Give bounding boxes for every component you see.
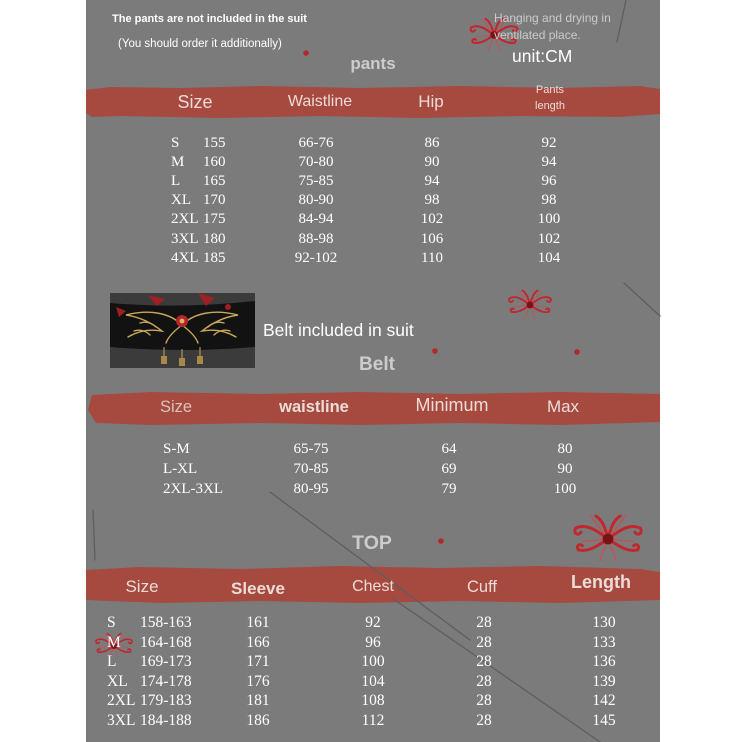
pants-hip-cell: 94 [424,173,440,190]
top-sleeve-cell: 181 [246,692,270,710]
top-chest-cell: 108 [361,692,385,710]
top-cuff-cell: 28 [476,633,492,651]
pants-size-cell: 4XL [171,249,199,266]
pants-table-row [0,171,742,191]
top-chest-cell: 112 [361,712,385,729]
pants-size-cell: M [171,154,185,171]
top-sleeve-cell: 161 [246,614,270,631]
pants-length-cell: 92 [541,135,557,151]
top-length-cell: 139 [592,672,616,690]
pants-size-cell: S [171,135,180,151]
belt-size-cell: 2XL-3XL [163,481,223,497]
top-cuff-cell: 28 [476,614,492,631]
pants-waistline-cell: 84-94 [298,211,334,228]
pants-section-title: pants [350,54,396,73]
top-cuff-cell: 28 [476,653,492,671]
belt-minimum-cell: 79 [441,481,457,497]
belt-image [110,293,255,368]
belt-waistline-cell: 80-95 [293,481,329,497]
top-size-cell: M [107,633,121,651]
top-header-cuff: Cuff [467,578,497,596]
belt-header-minimum: Minimum [415,395,489,415]
top-table-row [0,691,742,711]
top-cuff-cell: 28 [476,712,492,729]
pants-height-cell: 165 [203,173,226,190]
pants-hip-cell: 110 [421,249,443,266]
top-sleeve-cell: 166 [246,633,270,651]
belt-size-cell: S-M [163,441,190,457]
pants-height-cell: 155 [203,135,226,151]
top-cuff-cell: 28 [476,692,492,710]
order-additionally-note: (You should order it additionally) [118,38,282,50]
pants-size-cell: L [171,173,181,190]
top-table-row [0,652,742,672]
pants-table-row [0,190,742,210]
pants-table-row [0,209,742,229]
pants-hip-cell: 98 [424,192,440,209]
pants-header-hip: Hip [418,92,444,111]
belt-header-max: Max [546,397,580,416]
spider-lily-decoration [575,516,641,561]
pants-not-included-note: The pants are not included in the suit [112,13,307,25]
pants-length-cell: 102 [537,230,561,247]
top-section-title: TOP [352,532,392,554]
pants-waistline-cell: 88-98 [298,230,334,247]
pants-header-band [86,86,660,118]
top-table-row [0,613,742,633]
pants-header-length-line2: length [535,100,565,112]
pants-waistline-cell: 66-76 [298,135,334,151]
pants-header-size: Size [177,92,213,112]
belt-header-waistline: waistline [279,398,349,416]
top-table-row [0,633,742,653]
top-header-chest: Chest [352,578,394,595]
top-header-sleeve: Sleeve [231,579,285,598]
top-sleeve-cell: 176 [246,672,270,690]
top-height-cell: 174-178 [140,672,192,690]
pants-height-cell: 185 [203,249,226,266]
belt-table-row [0,439,742,459]
pants-table-row [0,133,742,153]
top-size-cell: 3XL [107,712,136,729]
pants-waistline-cell: 75-85 [298,173,334,190]
pants-height-cell: 170 [203,192,226,209]
belt-minimum-cell: 64 [441,441,457,457]
pants-table-row [0,152,742,172]
spider-lily-decoration [509,291,551,319]
top-size-cell: S [107,614,116,631]
pants-waistline-cell: 80-90 [298,192,334,209]
pants-length-cell: 100 [537,211,561,228]
top-height-cell: 169-173 [140,653,192,671]
pants-hip-cell: 86 [424,135,440,151]
belt-included-caption: Belt included in suit [263,320,414,340]
pants-table-row [0,248,742,268]
top-sleeve-cell: 171 [246,653,270,671]
pants-size-cell: 2XL [171,211,199,228]
belt-section-title: Belt [359,354,395,375]
top-header-size: Size [125,577,159,596]
top-chest-cell: 104 [361,672,385,690]
pants-hip-cell: 102 [420,211,444,228]
pants-size-cell: XL [171,192,191,209]
belt-max-cell: 80 [557,441,573,457]
top-cuff-cell: 28 [476,672,492,690]
pants-length-cell: 94 [541,154,557,171]
pants-table-row [0,229,742,249]
belt-size-cell: L-XL [163,461,198,477]
top-table-row [0,711,742,731]
pants-hip-cell: 106 [420,230,444,247]
pants-height-cell: 180 [203,230,226,247]
top-height-cell: 158-163 [140,614,192,631]
pants-length-cell: 96 [541,173,557,190]
unit-label: unit:CM [512,46,573,66]
top-length-cell: 136 [592,653,616,671]
belt-waistline-cell: 70-85 [293,461,329,477]
top-chest-cell: 100 [361,653,385,671]
belt-minimum-cell: 69 [441,461,457,477]
care-instruction-line1: Hanging and drying in [494,11,611,25]
top-chest-cell: 96 [365,633,381,651]
belt-max-cell: 100 [553,481,577,497]
top-height-cell: 179-183 [140,692,192,710]
pants-hip-cell: 90 [424,154,440,171]
top-size-cell: 2XL [107,692,136,710]
top-sleeve-cell: 186 [246,712,270,729]
belt-table-row [0,479,742,499]
pants-header-length-line1: Pants [535,84,565,96]
pants-waistline-cell: 92-102 [294,249,338,266]
top-table-row [0,672,742,692]
top-height-cell: 164-168 [140,633,192,651]
top-length-cell: 130 [592,614,616,631]
top-header-length: Length [571,572,631,592]
top-height-cell: 184-188 [140,712,192,729]
belt-waistline-cell: 65-75 [293,441,329,457]
top-length-cell: 145 [592,712,616,729]
pants-size-cell: 3XL [171,230,199,247]
top-length-cell: 142 [592,692,616,710]
top-size-cell: L [107,653,117,671]
pants-height-cell: 160 [203,154,226,171]
belt-header-size: Size [159,398,193,416]
pants-length-cell: 104 [537,249,561,266]
pants-length-cell: 98 [541,192,557,209]
pants-header-waistline: Waistline [287,93,353,110]
belt-table-row [0,459,742,479]
top-size-cell: XL [107,672,128,690]
pants-waistline-cell: 70-80 [298,154,334,171]
care-instruction-line2: ventilated place. [494,28,581,42]
pants-height-cell: 175 [203,211,226,228]
top-chest-cell: 92 [365,614,381,631]
top-length-cell: 133 [592,633,616,651]
belt-flower-center [180,319,185,324]
belt-max-cell: 90 [557,461,573,477]
